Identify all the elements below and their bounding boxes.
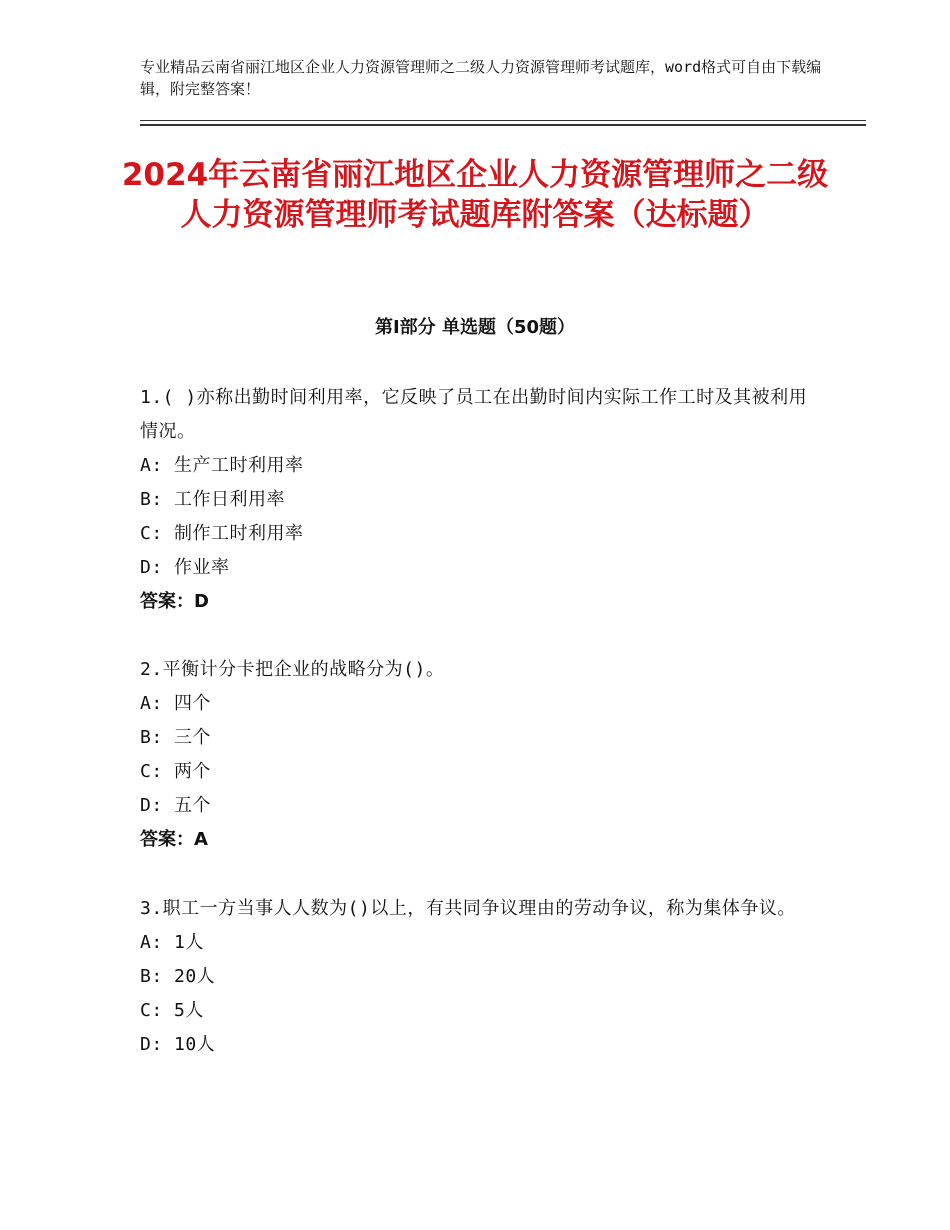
option-a: A: 四个	[140, 693, 212, 714]
option-a: A: 1人	[140, 932, 204, 953]
question-3	[140, 892, 820, 1062]
document-title: 2024年云南省丽江地区企业人力资源管理师之二级人力资源管理师考试题库附答案（达标题）	[121, 157, 829, 233]
header-note: 专业精品云南省丽江地区企业人力资源管理师之二级人力资源管理师考试题库，word格式可自由下载编辑，附完整答案！	[140, 58, 822, 98]
option-d: D: 五个	[140, 795, 212, 816]
answer-key: 答案：A	[140, 829, 208, 850]
answer-key: 答案：D	[140, 591, 209, 612]
header-divider-thin	[140, 120, 866, 121]
question-stem: 3.职工一方当事人人数为()以上，有共同争议理由的劳动争议，称为集体争议。	[140, 898, 796, 919]
question-1	[140, 381, 820, 619]
section-title: 第Ⅰ部分 单选题（50题）	[374, 317, 575, 338]
option-a: A: 生产工时利用率	[140, 455, 304, 476]
option-b: B: 三个	[140, 727, 212, 748]
option-d: D: 10人	[140, 1034, 216, 1055]
option-b: B: 工作日利用率	[140, 489, 286, 510]
question-stem: 1.( )亦称出勤时间利用率，它反映了员工在出勤时间内实际工作工时及其被利用情况。	[140, 387, 808, 442]
option-c: C: 两个	[140, 761, 212, 782]
question-2	[140, 653, 820, 857]
question-stem: 2.平衡计分卡把企业的战略分为()。	[140, 659, 445, 680]
option-b: B: 20人	[140, 966, 216, 987]
option-c: C: 制作工时利用率	[140, 523, 304, 544]
header-divider-thick	[140, 124, 866, 126]
option-c: C: 5人	[140, 1000, 204, 1021]
option-d: D: 作业率	[140, 557, 230, 578]
